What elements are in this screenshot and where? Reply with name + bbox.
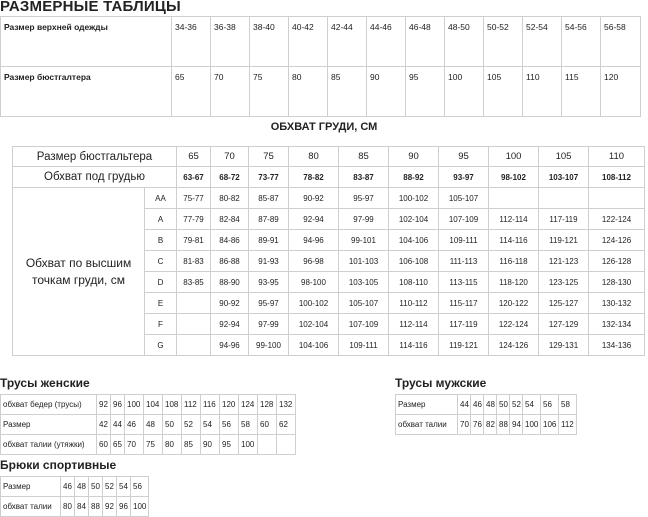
bust-cell: 109-111 [339, 335, 389, 356]
size-cell: 115 [562, 67, 601, 117]
size-cell: 88 [497, 415, 510, 435]
bust-cell: 81-83 [177, 251, 211, 272]
bra-size-cell: 100 [489, 147, 539, 167]
bust-cell: 122-124 [489, 314, 539, 335]
bust-cell: 120-122 [489, 293, 539, 314]
row-label: Размер [396, 395, 458, 415]
bust-cell: 112-114 [389, 314, 439, 335]
size-cell: 56 [220, 415, 239, 435]
bust-cell [489, 188, 539, 209]
bust-cell: 88-90 [211, 272, 249, 293]
size-cell: 60 [97, 435, 111, 455]
size-cell: 52 [510, 395, 523, 415]
page-title: РАЗМЕРНЫЕ ТАБЛИЦЫ [0, 0, 181, 15]
bust-cell: 82-84 [211, 209, 249, 230]
size-cell: 100 [125, 395, 144, 415]
bra-size-label: Размер бюстгальтера [13, 147, 177, 167]
bust-cell: 112-114 [489, 209, 539, 230]
size-cell: 44 [111, 415, 125, 435]
bust-cell: 79-81 [177, 230, 211, 251]
bust-cell: 107-109 [339, 314, 389, 335]
size-cell: 44 [458, 395, 471, 415]
size-cell: 82 [484, 415, 497, 435]
bust-cell: 114-116 [489, 230, 539, 251]
bust-cell: 102-104 [289, 314, 339, 335]
bust-cell: 104-106 [389, 230, 439, 251]
bust-cell: 97-99 [249, 314, 289, 335]
size-cell: 56 [541, 395, 559, 415]
row-label: обхват бедер (трусы) [1, 395, 97, 415]
bust-cell: 97-99 [339, 209, 389, 230]
size-cell: 52-54 [523, 17, 562, 67]
bra-size-cell: 110 [589, 147, 645, 167]
size-cell: 40-42 [289, 17, 328, 67]
size-cell: 94 [510, 415, 523, 435]
underbust-cell: 63-67 [177, 167, 211, 188]
bust-section-title: ОБХВАТ ГРУДИ, СМ [270, 121, 378, 133]
size-cell: 124 [239, 395, 258, 415]
bra-size-cell: 95 [439, 147, 489, 167]
bust-cell: 123-125 [539, 272, 589, 293]
size-cell: 90 [367, 67, 406, 117]
bust-cell: 104-106 [289, 335, 339, 356]
bra-size-cell: 65 [177, 147, 211, 167]
sport-pants-table [0, 476, 149, 517]
size-cell: 120 [220, 395, 239, 415]
bust-cell: 94-96 [211, 335, 249, 356]
size-cell: 48 [484, 395, 497, 415]
bust-cell: 95-97 [249, 293, 289, 314]
table-row [1, 17, 641, 67]
bra-size-cell: 105 [539, 147, 589, 167]
bust-cell: 108-110 [389, 272, 439, 293]
bust-cell: 92-94 [211, 314, 249, 335]
size-cell: 52 [182, 415, 201, 435]
table-row [396, 395, 577, 415]
bust-cell: 105-107 [339, 293, 389, 314]
bust-cell: 100-102 [289, 293, 339, 314]
size-cell: 105 [484, 67, 523, 117]
size-cell: 100 [523, 415, 541, 435]
bust-cell: 77-79 [177, 209, 211, 230]
row-label: Размер [1, 477, 61, 497]
table-row [1, 67, 641, 117]
size-cell: 90 [201, 435, 220, 455]
bust-cell: 117-119 [539, 209, 589, 230]
bust-cell: 124-126 [589, 230, 645, 251]
size-cell: 48-50 [445, 17, 484, 67]
size-cell: 58 [559, 395, 577, 415]
row-label: Размер верхней одежды [1, 17, 172, 67]
size-cell: 44-46 [367, 17, 406, 67]
size-cell: 112 [559, 415, 577, 435]
size-cell: 34-36 [172, 17, 211, 67]
size-cell: 60 [258, 415, 277, 435]
cup-cell: D [145, 272, 177, 293]
cup-cell: G [145, 335, 177, 356]
bust-cell: 109-111 [439, 230, 489, 251]
bust-cell: 117-119 [439, 314, 489, 335]
size-cell: 92 [97, 395, 111, 415]
men-briefs-table [395, 394, 577, 435]
bust-cell [177, 314, 211, 335]
underbust-label: Обхват под грудью [13, 167, 177, 188]
bust-cell: 116-118 [489, 251, 539, 272]
row-label: обхват талии [1, 497, 61, 517]
size-cell: 106 [541, 415, 559, 435]
bust-cell: 106-108 [389, 251, 439, 272]
size-cell: 132 [277, 395, 296, 415]
size-cell: 46 [61, 477, 75, 497]
bust-cell: 90-92 [289, 188, 339, 209]
table-row [13, 188, 645, 209]
bust-cell: 126-128 [589, 251, 645, 272]
underbust-cell: 78-82 [289, 167, 339, 188]
men-briefs-title: Трусы мужские [395, 376, 487, 390]
size-cell: 104 [144, 395, 163, 415]
bust-cell: 90-92 [211, 293, 249, 314]
size-cell: 50 [497, 395, 510, 415]
bust-cell: 134-136 [589, 335, 645, 356]
size-cell: 84 [75, 497, 89, 517]
bust-cell: 122-124 [589, 209, 645, 230]
size-cell: 100 [239, 435, 258, 455]
size-cell: 75 [250, 67, 289, 117]
size-cell: 42-44 [328, 17, 367, 67]
size-cell: 46-48 [406, 17, 445, 67]
size-cell: 70 [125, 435, 144, 455]
bust-cell: 83-85 [177, 272, 211, 293]
bust-cell: 125-127 [539, 293, 589, 314]
size-cell: 54 [117, 477, 131, 497]
bust-size-table [12, 146, 645, 356]
bust-cell: 92-94 [289, 209, 339, 230]
bust-cell: 86-88 [211, 251, 249, 272]
bust-cell: 95-97 [339, 188, 389, 209]
size-cell: 100 [445, 67, 484, 117]
bra-size-cell: 80 [289, 147, 339, 167]
size-cell: 70 [458, 415, 471, 435]
bust-cell: 127-129 [539, 314, 589, 335]
size-cell: 54 [201, 415, 220, 435]
bust-cell: 87-89 [249, 209, 289, 230]
size-cell: 54 [523, 395, 541, 415]
table-row [1, 477, 149, 497]
cup-cell: AA [145, 188, 177, 209]
bust-cell: 129-131 [539, 335, 589, 356]
bust-cell: 93-95 [249, 272, 289, 293]
row-label: обхват талии [396, 415, 458, 435]
table-row [1, 435, 296, 455]
cup-cell: F [145, 314, 177, 335]
bra-size-cell: 70 [211, 147, 249, 167]
size-cell: 92 [103, 497, 117, 517]
size-cell: 112 [182, 395, 201, 415]
underbust-cell: 73-77 [249, 167, 289, 188]
bra-size-cell: 75 [249, 147, 289, 167]
size-cell: 38-40 [250, 17, 289, 67]
bust-cell: 99-100 [249, 335, 289, 356]
women-briefs-title: Трусы женские [0, 376, 90, 390]
table-row [1, 497, 149, 517]
bust-cell: 102-104 [389, 209, 439, 230]
bra-size-cell: 85 [339, 147, 389, 167]
clothing-size-table [0, 16, 641, 117]
bust-cell [539, 188, 589, 209]
bust-cell: 124-126 [489, 335, 539, 356]
women-briefs-table [0, 394, 296, 455]
bust-cell: 130-132 [589, 293, 645, 314]
underbust-cell: 83-87 [339, 167, 389, 188]
size-cell: 95 [406, 67, 445, 117]
bust-cell [177, 293, 211, 314]
size-cell [258, 435, 277, 455]
cup-cell: E [145, 293, 177, 314]
bust-cell: 80-82 [211, 188, 249, 209]
bust-measure-label: Обхват по высшим точкам груди, см [13, 188, 145, 356]
underbust-cell: 88-92 [389, 167, 439, 188]
size-cell: 65 [172, 67, 211, 117]
size-cell: 54-56 [562, 17, 601, 67]
bust-cell: 128-130 [589, 272, 645, 293]
underbust-cell: 98-102 [489, 167, 539, 188]
table-row [13, 147, 645, 167]
row-label: обхват талии (утяжки) [1, 435, 97, 455]
size-cell: 108 [163, 395, 182, 415]
bust-cell: 98-100 [289, 272, 339, 293]
bust-cell: 96-98 [289, 251, 339, 272]
size-cell: 50 [89, 477, 103, 497]
size-cell: 120 [601, 67, 641, 117]
bust-cell: 75-77 [177, 188, 211, 209]
bust-cell: 84-86 [211, 230, 249, 251]
bust-cell: 91-93 [249, 251, 289, 272]
size-cell: 85 [328, 67, 367, 117]
underbust-cell: 68-72 [211, 167, 249, 188]
table-row [13, 167, 645, 188]
size-cell: 96 [111, 395, 125, 415]
size-cell: 46 [471, 395, 484, 415]
table-row [1, 415, 296, 435]
bust-cell: 94-96 [289, 230, 339, 251]
size-cell: 52 [103, 477, 117, 497]
size-cell: 58 [239, 415, 258, 435]
size-cell: 80 [163, 435, 182, 455]
bust-cell [589, 188, 645, 209]
size-cell: 50-52 [484, 17, 523, 67]
bust-cell: 118-120 [489, 272, 539, 293]
size-cell: 70 [211, 67, 250, 117]
underbust-cell: 103-107 [539, 167, 589, 188]
row-label: Размер бюстгалтера [1, 67, 172, 117]
size-cell: 96 [117, 497, 131, 517]
bra-size-cell: 90 [389, 147, 439, 167]
table-row [396, 415, 577, 435]
bust-cell: 114-116 [389, 335, 439, 356]
row-label: Размер [1, 415, 97, 435]
size-cell: 85 [182, 435, 201, 455]
size-cell: 76 [471, 415, 484, 435]
size-cell: 62 [277, 415, 296, 435]
size-cell: 56-58 [601, 17, 641, 67]
bust-cell: 107-109 [439, 209, 489, 230]
size-cell: 48 [144, 415, 163, 435]
bust-cell: 113-115 [439, 272, 489, 293]
bust-cell: 121-123 [539, 251, 589, 272]
underbust-cell: 108-112 [589, 167, 645, 188]
bust-cell: 119-121 [539, 230, 589, 251]
size-cell: 110 [523, 67, 562, 117]
size-cell: 50 [163, 415, 182, 435]
size-cell: 56 [131, 477, 149, 497]
bust-cell [177, 335, 211, 356]
bust-cell: 119-121 [439, 335, 489, 356]
bust-cell: 115-117 [439, 293, 489, 314]
size-cell: 42 [97, 415, 111, 435]
cup-cell: A [145, 209, 177, 230]
table-row [1, 395, 296, 415]
size-cell [277, 435, 296, 455]
bust-cell: 99-101 [339, 230, 389, 251]
sport-pants-title: Брюки спортивные [0, 458, 117, 472]
size-cell: 75 [144, 435, 163, 455]
bust-cell: 101-103 [339, 251, 389, 272]
size-cell: 48 [75, 477, 89, 497]
cup-cell: C [145, 251, 177, 272]
underbust-cell: 93-97 [439, 167, 489, 188]
bust-cell: 103-105 [339, 272, 389, 293]
size-cell: 80 [289, 67, 328, 117]
size-cell: 80 [61, 497, 75, 517]
size-cell: 116 [201, 395, 220, 415]
bust-cell: 110-112 [389, 293, 439, 314]
size-cell: 95 [220, 435, 239, 455]
size-cell: 128 [258, 395, 277, 415]
size-cell: 88 [89, 497, 103, 517]
bust-cell: 111-113 [439, 251, 489, 272]
bust-cell: 89-91 [249, 230, 289, 251]
size-cell: 46 [125, 415, 144, 435]
size-cell: 36-38 [211, 17, 250, 67]
size-cell: 100 [131, 497, 149, 517]
bust-cell: 105-107 [439, 188, 489, 209]
size-cell: 65 [111, 435, 125, 455]
bust-cell: 85-87 [249, 188, 289, 209]
bust-cell: 132-134 [589, 314, 645, 335]
bust-cell: 100-102 [389, 188, 439, 209]
cup-cell: B [145, 230, 177, 251]
